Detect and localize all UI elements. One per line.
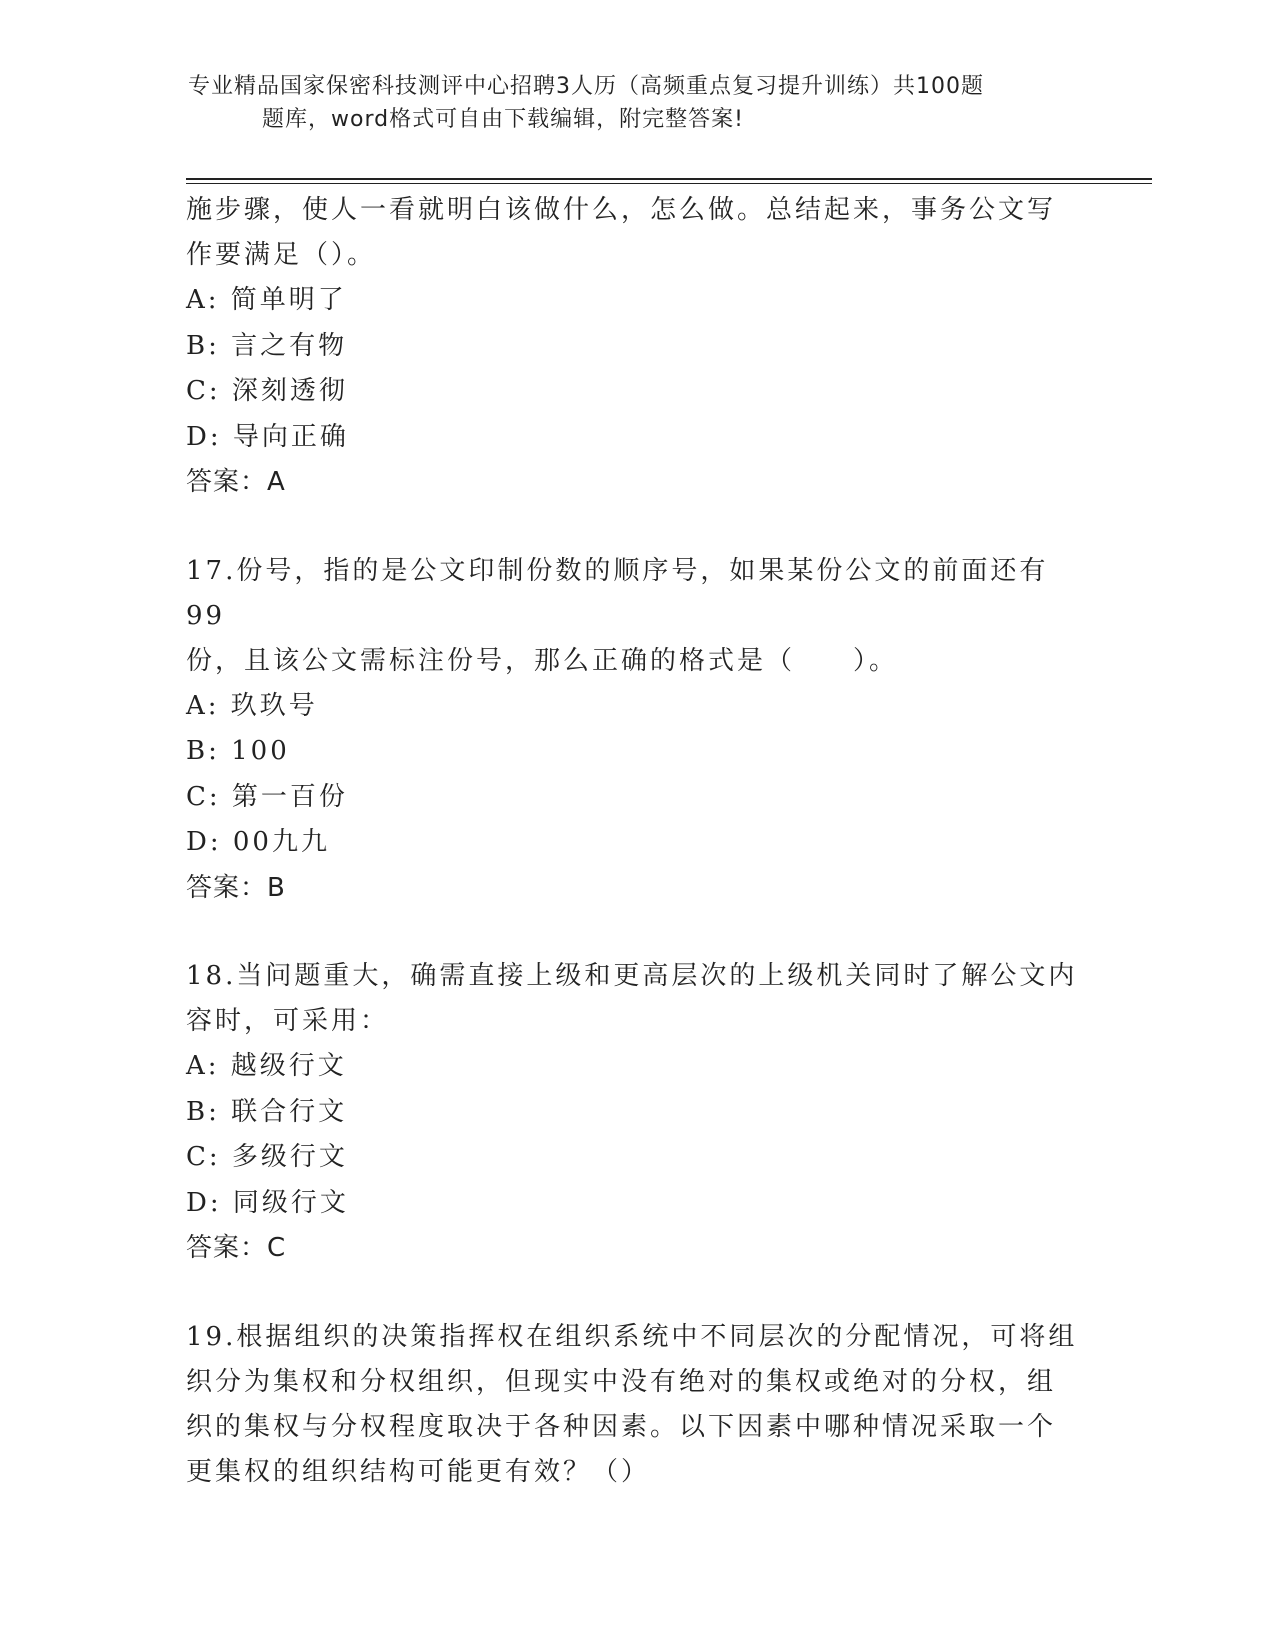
question-stem-line: 更集权的组织结构可能更有效？（） xyxy=(186,1456,651,1487)
question-stem-line: 作要满足（）。 xyxy=(186,240,377,270)
option-b: B: 100 xyxy=(186,736,290,766)
option-a: A: 简单明了 xyxy=(186,285,347,315)
question-stem-line: 18.当问题重大，确需直接上级和更高层次的上级机关同时了解公文内 xyxy=(186,961,1078,991)
option-d: D: 同级行文 xyxy=(186,1187,349,1218)
question-stem-line: 容时，可采用： xyxy=(186,1006,390,1036)
option-d: D: 00九九 xyxy=(186,827,330,857)
question-stem-line: 份，且该公文需标注份号，那么正确的格式是（ ）。 xyxy=(186,645,899,676)
question-spacer xyxy=(186,506,1086,549)
document-header xyxy=(188,70,1068,136)
header-divider-thick xyxy=(186,178,1152,180)
option-b: B: 言之有物 xyxy=(186,330,348,361)
question-stem-line: 19.根据组织的决策指挥权在组织系统中不同层次的分配情况，可将组 xyxy=(186,1321,1078,1352)
question-stem-line: 17.份号，指的是公文印制份数的顺序号，如果某份公文的前面还有99 xyxy=(186,555,1049,631)
header-title-line-1: 专业精品国家保密科技测评中心招聘3人历（高频重点复习提升训练）共100题 xyxy=(188,74,984,99)
option-a: A: 玖玖号 xyxy=(186,690,318,721)
question-spacer xyxy=(186,911,1086,954)
option-b: B: 联合行文 xyxy=(186,1096,348,1127)
document-body xyxy=(186,188,1086,1495)
question-block-18 xyxy=(186,954,1086,1272)
option-a: A: 越级行文 xyxy=(186,1051,347,1081)
question-stem-line: 织分为集权和分权组织，但现实中没有绝对的集权或绝对的分权，组 xyxy=(186,1366,1057,1397)
answer-line: 答案：B xyxy=(186,872,286,903)
question-block-16 xyxy=(186,188,1086,506)
question-spacer xyxy=(186,1272,1086,1315)
option-c: C: 多级行文 xyxy=(186,1142,348,1172)
question-block-17 xyxy=(186,549,1086,912)
answer-line: 答案：A xyxy=(186,467,286,497)
option-c: C: 第一百份 xyxy=(186,781,348,812)
header-divider-thin xyxy=(186,183,1152,184)
question-block-19 xyxy=(186,1315,1086,1495)
answer-line: 答案：C xyxy=(186,1233,287,1263)
question-stem-line: 织的集权与分权程度取决于各种因素。以下因素中哪种情况采取一个 xyxy=(186,1411,1057,1442)
header-title-line-2: 题库，word格式可自由下载编辑，附完整答案! xyxy=(262,107,744,132)
question-stem-line: 施步骤，使人一看就明白该做什么，怎么做。总结起来，事务公文写 xyxy=(186,195,1057,225)
option-c: C: 深刻透彻 xyxy=(186,376,348,406)
option-d: D: 导向正确 xyxy=(186,421,349,452)
